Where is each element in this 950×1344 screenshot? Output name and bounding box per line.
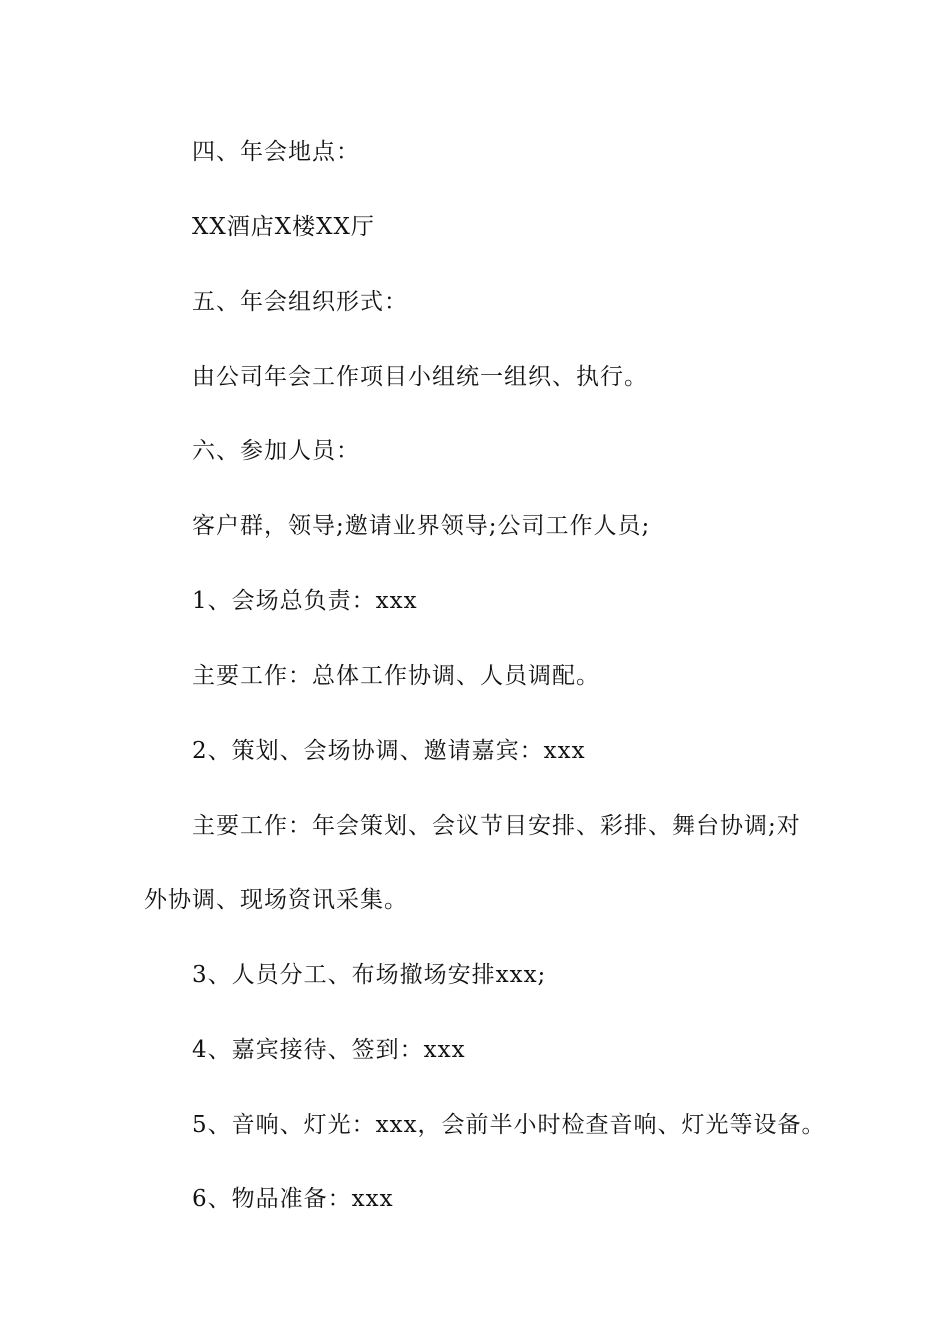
section-heading-participants: 六、参加人员： [192,438,360,464]
organization-text: 由公司年会工作项目小组统一组织、执行。 [192,364,648,390]
item-1-duties: 主要工作：总体工作协调、人员调配。 [192,663,600,689]
item-6-heading: 6、物品准备：xxx [192,1186,394,1212]
item-1-heading: 1、会场总负责：xxx [192,588,418,614]
venue-text: XX酒店X楼XX厅 [192,214,375,240]
item-2-duties-line-1: 主要工作：年会策划、会议节目安排、彩排、舞台协调;对 [192,813,801,839]
item-5-heading: 5、音响、灯光：xxx，会前半小时检查音响、灯光等设备。 [192,1112,826,1138]
section-heading-organization: 五、年会组织形式： [192,289,408,315]
item-2-heading: 2、策划、会场协调、邀请嘉宾：xxx [192,738,586,764]
item-2-duties-line-2: 外协调、现场资讯采集。 [144,887,408,913]
section-heading-venue: 四、年会地点： [192,139,360,165]
item-3-heading: 3、人员分工、布场撤场安排xxx; [192,962,547,988]
item-4-heading: 4、嘉宾接待、签到：xxx [192,1037,466,1063]
participants-text: 客户群，领导;邀请业界领导;公司工作人员; [192,513,651,539]
